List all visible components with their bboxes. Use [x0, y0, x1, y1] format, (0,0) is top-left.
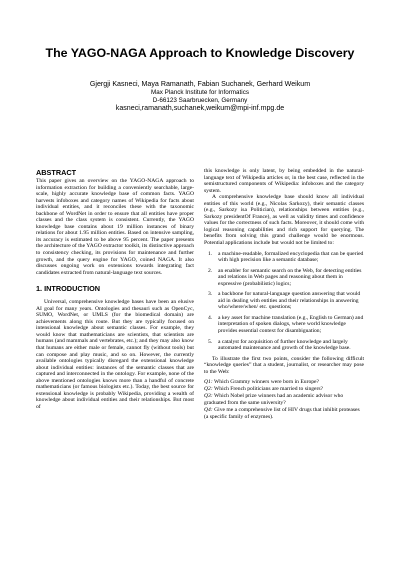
abstract-heading: ABSTRACT: [36, 168, 77, 177]
query-text: Which French politicians are married to singers?: [212, 386, 324, 393]
query-item: [204, 386, 364, 393]
abstract-text: This paper gives an overview on the YAGO-NAGA approach to information extraction for building a conveniently searchable, large-scale, highly accurate knowledge base of common facts. YAGO harvests infoboxes and category names of Wikipedia for facts about individual entities, and it reconciles these with the taxonomic backbone of WordNet in order to ensure that all entities have proper classes and the class system is consistent. Currently, the YAGO knowledge base contains about 19 million instances of binary relations for about 1.95 million entities. Based on intensive sampling, its accuracy is estimated to be above 95 percent. The paper presents the architecture of the YAGO extractor toolkit, its distinctive approach to consistency checking, its provisions for maintenance and further growth, and the query engine for YAGO, coined NAGA. It also discusses ongoing work on extensions towards integrating fact candidates extracted from natural-language text sources.: [36, 178, 194, 276]
introduction-heading: 1. INTRODUCTION: [36, 284, 101, 294]
list-text: an enabler for semantic search on the Web, for detecting entities and relations in Web pages and reasoning about them in expressive (probabilistic) logics;: [218, 267, 362, 287]
list-text: a backbone for natural-language question answering that would aid in dealing with entities and their relationships in answering who/where/when/ etc. questions;: [218, 291, 361, 311]
list-number: 3.: [208, 291, 213, 298]
author-institution: Max Planck Institute for Informatics: [151, 89, 249, 96]
query-text: Which Nobel prize winners had an academic advisor who graduated from the same university?: [204, 393, 344, 406]
query-label: Q3:: [204, 393, 213, 400]
paper-title: The YAGO-NAGA Approach to Knowledge Discovery: [45, 46, 355, 60]
right-paragraph-1: this knowledge is only latent, by being embedded in the natural-language text of Wikipedia articles or, in the best case, reflected in the semistructured components of Wikipedia: infoboxes and the category system.: [204, 168, 364, 194]
list-number: 4.: [208, 314, 213, 321]
list-item: [204, 339, 364, 352]
query-text: Which Grammy winners were born in Europe?: [212, 379, 320, 386]
query-list: [204, 379, 364, 420]
query-item: [204, 379, 364, 386]
query-item: [204, 393, 364, 406]
query-item: [204, 407, 364, 420]
right-column: [204, 168, 364, 421]
applications-list: [204, 251, 364, 352]
right-paragraph-3: To illustrate the first two points, consider the following difficult “knowledge queries” that a student, journalist, or researcher may pose to the Web:: [204, 355, 364, 375]
left-column: [36, 168, 194, 411]
query-label: Q1:: [204, 379, 213, 386]
query-label: Q4:: [204, 407, 213, 413]
author-names: Gjergji Kasneci, Maya Ramanath, Fabian Suchanek, Gerhard Weikum: [89, 80, 311, 88]
list-number: 2.: [208, 267, 213, 274]
list-item: [204, 268, 364, 288]
query-label: Q2:: [204, 386, 213, 393]
list-text: a key asset for machine translation (e.g., English to German) and interpretation of spoken dialogs, where world knowledge provides essential context for disambiguation;: [218, 314, 364, 335]
introduction-paragraph: Universal, comprehensive knowledge bases have been an elusive AI goal for many years. Ontologies and thesauri such as OpenCyc, SUMO, WordNet, or UMLS (for the biomedical domain) are achievements along this route. But they are typically focused on intensional knowledge about semantic classes. For example, they would know that mathematicians are scientists, that scientists are humans (and mammals and vertebrates, etc.); and they may also know that humans are either male or female, cannot fly (without tools) but can compose and play music, and so on. However, the currently available ontologies typically disregard the extensional knowledge about individual entities: instances of the semantic classes that are captured and interconnected in the ontology. For example, none of the above mentioned ontologies knows more than a handful of concrete mathematicians (or famous biologists etc.). Today, the best source for extensional knowledge is probably Wikipedia, providing a wealth of knowledge about individual entities and their relationships. But most of: [36, 299, 194, 410]
list-item: [204, 291, 364, 311]
list-item: [204, 251, 364, 264]
list-text: a catalyst for acquisition of further knowledge and largely automated maintenance and growth of the knowledge base.: [218, 338, 351, 352]
author-email: kasneci,ramanath,suchanek,weikum@mpi-inf.mpg.de: [115, 104, 285, 112]
query-text: Give me a comprehensive list of HIV drugs that inhibit proteases (a specific family of enzymes).: [204, 407, 360, 420]
list-item: [204, 315, 364, 335]
list-number: 1.: [208, 250, 213, 257]
list-text: a machine-readable, formalized encyclopedia that can be queried with high precision like a semantic database;: [218, 250, 364, 264]
list-number: 5.: [208, 338, 213, 345]
author-block: [0, 80, 400, 113]
right-paragraph-2: A comprehensive knowledge base should know all individual entities of this world (e.g., Nicolas Sarkozy), their semantic classes (e.g., Sarkozy isa Politician), relationships between entities (e.g., Sarkozy presidentOf France), as well as validity times and confidence values for the correctness of such facts. Moreover, it should come with logical reasoning capabilities and rich support for querying. The benefits from solving this grand challenge would be enormous. Potential applications include but would not be limited to:: [204, 194, 364, 247]
author-address: D-66123 Saarbruecken, Germany: [152, 96, 248, 104]
